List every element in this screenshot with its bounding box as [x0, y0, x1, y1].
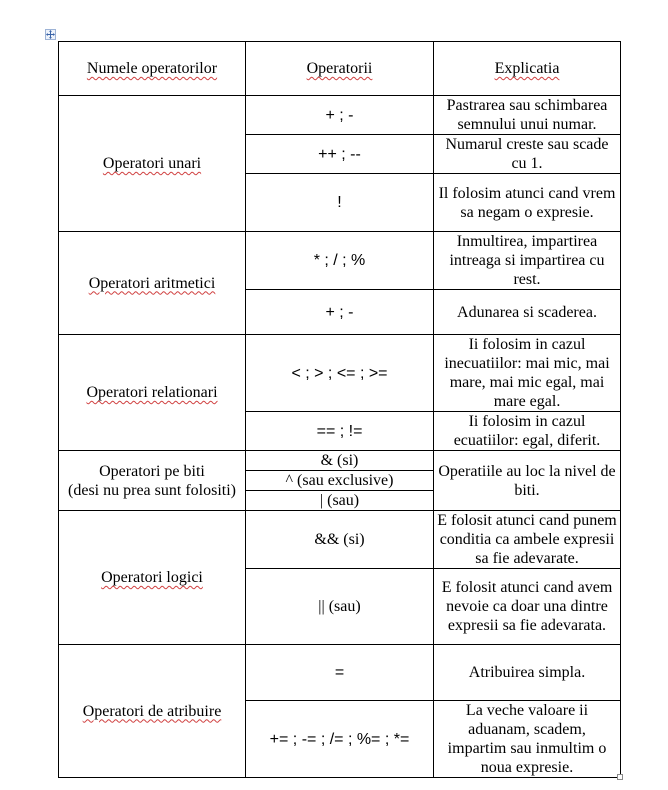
operators-cell: !: [246, 174, 434, 232]
operators-cell: * ; / ; %: [246, 232, 434, 290]
operators-cell: < ; > ; <= ; >=: [246, 335, 434, 412]
table-move-handle[interactable]: [45, 29, 56, 40]
table-row: [59, 232, 621, 290]
explanation-cell: Pastrarea sau schimbarea semnului unui numar.: [434, 96, 621, 135]
group-name-cell: [59, 451, 246, 511]
group-name-cell: Operatori aritmetici: [59, 232, 246, 335]
header-cell: Operatorii: [246, 42, 434, 96]
explanation-cell: Ii folosim in cazul inecuatiilor: mai mic, mai mare, mai mic egal, mai mare egal.: [434, 335, 621, 412]
table-row: [59, 451, 621, 471]
explanation-cell: Numarul creste sau scade cu 1.: [434, 135, 621, 174]
explanation-cell: Adunarea si scaderea.: [434, 290, 621, 335]
operators-table: [58, 41, 621, 778]
operators-cell: & (si): [246, 451, 434, 471]
explanation-cell: E folosit atunci cand avem nevoie ca doar una dintre expresii sa fie adevarata.: [434, 569, 621, 645]
group-name: Operatori pe biti: [99, 462, 205, 480]
table-row: [59, 96, 621, 135]
table-row: [59, 335, 621, 412]
operators-cell: + ; -: [246, 290, 434, 335]
explanation-cell: La veche valoare ii aduanam, scadem, impartim sau inmultim o noua expresie.: [434, 701, 621, 778]
header-cell: Explicatia: [434, 42, 621, 96]
move-arrows-icon: [46, 30, 55, 39]
operators-cell: | (sau): [246, 491, 434, 511]
explanation-cell: Ii folosim in cazul ecuatiilor: egal, diferit.: [434, 412, 621, 451]
operators-cell: =: [246, 645, 434, 701]
group-name-cell: Operatori logici: [59, 511, 246, 645]
explanation-cell: Operatiile au loc la nivel de biti.: [434, 451, 621, 511]
header-cell: Numele operatorilor: [59, 42, 246, 96]
table-resize-handle[interactable]: [617, 774, 623, 780]
operators-cell: + ; -: [246, 96, 434, 135]
explanation-cell: E folosit atunci cand punem conditia ca ambele expresii sa fie adevarate.: [434, 511, 621, 569]
explanation-cell: Inmultirea, impartirea intreaga si impartirea cu rest.: [434, 232, 621, 290]
operators-cell: || (sau): [246, 569, 434, 645]
explanation-cell: Il folosim atunci cand vrem sa negam o expresie.: [434, 174, 621, 232]
group-name-cell: Operatori relationari: [59, 335, 246, 451]
operators-cell: == ; !=: [246, 412, 434, 451]
operators-cell: && (si): [246, 511, 434, 569]
operators-cell: ^ (sau exclusive): [246, 471, 434, 491]
group-name-note: (desi nu prea sunt folositi): [68, 481, 236, 499]
operators-cell: ++ ; --: [246, 135, 434, 174]
explanation-cell: Atribuirea simpla.: [434, 645, 621, 701]
table-row: [59, 511, 621, 569]
table-row: [59, 645, 621, 701]
group-name-cell: Operatori unari: [59, 96, 246, 232]
group-name-cell: Operatori de atribuire: [59, 645, 246, 778]
operators-cell: += ; -= ; /= ; %= ; *=: [246, 701, 434, 778]
header-row: [59, 42, 621, 96]
